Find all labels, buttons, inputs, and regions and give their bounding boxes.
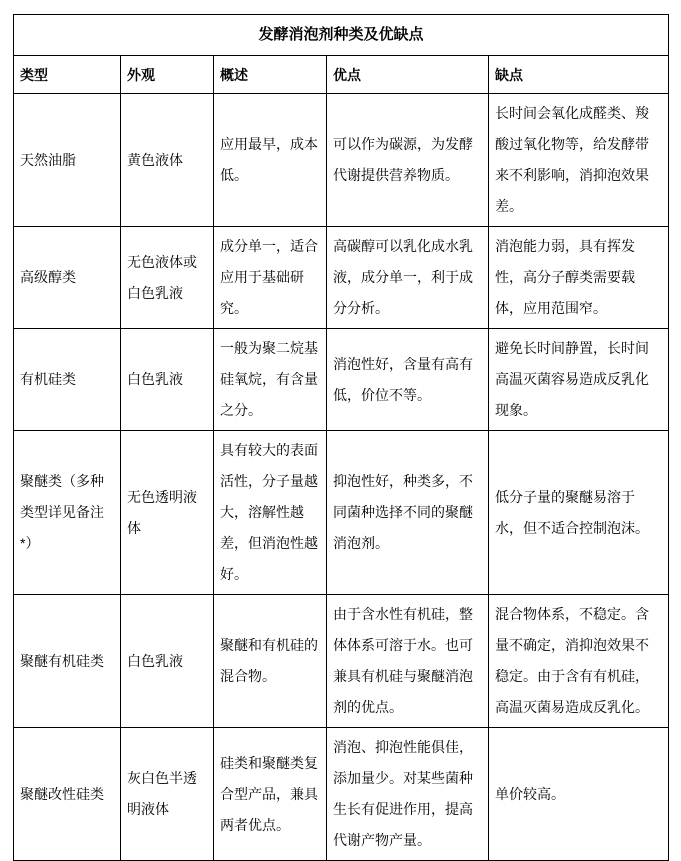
cell-type: 聚醚有机硅类 (14, 595, 121, 728)
cell-cons: 单价较高。 (489, 728, 669, 861)
cell-pros: 消泡、抑泡性能俱佳，添加量少。对某些菌种生长有促进作用，提高代谢产物产量。 (327, 728, 489, 861)
table-row-natural-oils (14, 94, 669, 227)
cell-overview: 成分单一，适合应用于基础研究。 (214, 227, 327, 329)
cell-type: 聚醚类（多种类型详见备注*） (14, 431, 121, 595)
cell-appearance: 白色乳液 (121, 595, 214, 728)
cell-appearance: 黄色液体 (121, 94, 214, 227)
cell-overview: 应用最早，成本低。 (214, 94, 327, 227)
cell-cons: 长时间会氧化成醛类、羧酸过氧化物等，给发酵带来不利影响，消抑泡效果差。 (489, 94, 669, 227)
cell-pros: 消泡性好，含量有高有低，价位不等。 (327, 329, 489, 431)
col-header-type: 类型 (14, 56, 121, 94)
cell-appearance: 白色乳液 (121, 329, 214, 431)
cell-pros: 可以作为碳源，为发酵代谢提供营养物质。 (327, 94, 489, 227)
table-row-polyether-modified-silicone (14, 728, 669, 861)
cell-overview: 硅类和聚醚类复合型产品，兼具两者优点。 (214, 728, 327, 861)
col-header-pros: 优点 (327, 56, 489, 94)
defoamer-comparison-table (13, 14, 669, 861)
cell-appearance: 无色液体或白色乳液 (121, 227, 214, 329)
cell-cons: 混合物体系，不稳定。含量不确定，消抑泡效果不稳定。由于含有有机硅，高温灭菌易造成反乳化。 (489, 595, 669, 728)
cell-type: 有机硅类 (14, 329, 121, 431)
table-title: 发酵消泡剂种类及优缺点 (14, 15, 669, 56)
cell-appearance: 无色透明液体 (121, 431, 214, 595)
cell-type: 高级醇类 (14, 227, 121, 329)
cell-overview: 具有较大的表面活性，分子量越大，溶解性越差，但消泡性越好。 (214, 431, 327, 595)
cell-pros: 由于含水性有机硅，整体体系可溶于水。也可兼具有机硅与聚醚消泡剂的优点。 (327, 595, 489, 728)
col-header-cons: 缺点 (489, 56, 669, 94)
col-header-overview: 概述 (214, 56, 327, 94)
cell-cons: 消泡能力弱，具有挥发性，高分子醇类需要载体，应用范围窄。 (489, 227, 669, 329)
cell-overview: 一般为聚二烷基硅氧烷，有含量之分。 (214, 329, 327, 431)
table-row-polyether-organosilicon (14, 595, 669, 728)
cell-cons: 低分子量的聚醚易溶于水，但不适合控制泡沫。 (489, 431, 669, 595)
table-row-organosilicon (14, 329, 669, 431)
table-row-polyethers (14, 431, 669, 595)
cell-type: 天然油脂 (14, 94, 121, 227)
cell-pros: 抑泡性好，种类多，不同菌种选择不同的聚醚消泡剂。 (327, 431, 489, 595)
cell-cons: 避免长时间静置，长时间高温灭菌容易造成反乳化现象。 (489, 329, 669, 431)
cell-overview: 聚醚和有机硅的混合物。 (214, 595, 327, 728)
cell-pros: 高碳醇可以乳化成水乳液，成分单一，利于成分分析。 (327, 227, 489, 329)
table-row-higher-alcohols (14, 227, 669, 329)
cell-type: 聚醚改性硅类 (14, 728, 121, 861)
table-title-row (14, 15, 669, 56)
cell-appearance: 灰白色半透明液体 (121, 728, 214, 861)
table-header-row (14, 56, 669, 94)
col-header-appearance: 外观 (121, 56, 214, 94)
